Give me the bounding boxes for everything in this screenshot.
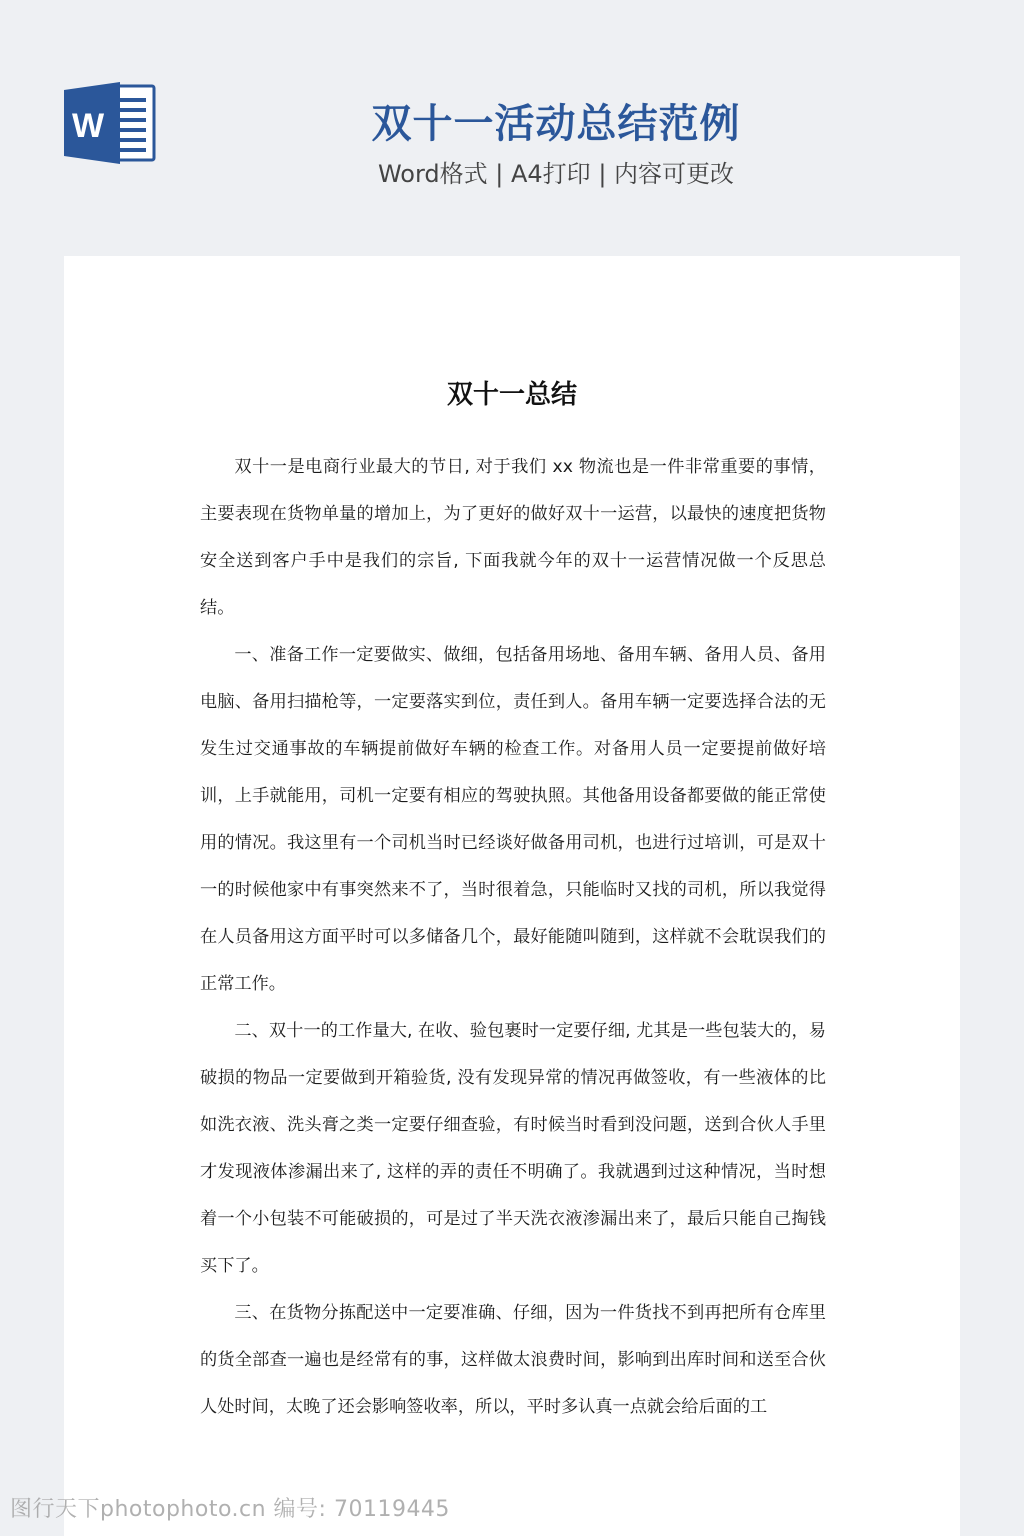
document-title: 双十一总结 (446, 380, 577, 410)
paragraph-section-2: 二、双十一的工作量大, 在收、验包裹时一定要仔细, 尤其是一些包装大的，易破损的物品一定要做到开箱验货, 没有发现异常的情况再做签收，有一些液体的比如洗衣液、洗头膏之类一定要仔细查验，有时候当时看到没问题，送到合伙人手里才发现液体渗漏出来了, 这样的弄的责任不明确了。我就遇到过这种情况，当时想着一个小包装不可能破损的，可是过了半天洗衣液渗漏出来了，最后只能自己掏钱买下了。 (200, 1021, 826, 1276)
page-header (0, 0, 1024, 256)
watermark: 图行天下photophoto.cn 编号: 70119445 (10, 1497, 450, 1522)
page-subtitle: Word格式 | A4打印 | 内容可更改 (377, 160, 735, 188)
word-logo-letter: W (71, 107, 105, 145)
paragraph-section-1: 一、准备工作一定要做实、做细，包括备用场地、备用车辆、备用人员、备用电脑、备用扫描枪等，一定要落实到位，责任到人。备用车辆一定要选择合法的无发生过交通事故的车辆提前做好车辆的检查工作。对备用人员一定要提前做好培训，上手就能用，司机一定要有相应的驾驶执照。其他备用设备都要做的能正常使用的情况。我这里有一个司机当时已经谈好做备用司机，也进行过培训，可是双十一的时候他家中有事突然来不了，当时很着急，只能临时又找的司机，所以我觉得在人员备用这方面平时可以多储备几个，最好能随叫随到，这样就不会耽误我们的正常工作。 (200, 645, 826, 994)
document-body (200, 444, 826, 1431)
page-title: 双十一活动总结范例 (371, 101, 741, 147)
paragraph-section-3: 三、在货物分拣配送中一定要准确、仔细，因为一件货找不到再把所有仓库里的货全部查一遍也是经常有的事，这样做太浪费时间，影响到出库时间和送至合伙人处时间，太晚了还会影响签收率，所以，平时多认真一点就会给后面的工 (200, 1303, 826, 1417)
paragraph-intro: 双十一是电商行业最大的节日, 对于我们 xx 物流也是一件非常重要的事情，主要表现在货物单量的增加上，为了更好的做好双十一运营，以最快的速度把货物安全送到客户手中是我们的宗旨, 下面我就今年的双十一运营情况做一个反思总结。 (200, 457, 826, 618)
document-page (64, 256, 960, 1536)
word-document-icon (64, 82, 156, 164)
